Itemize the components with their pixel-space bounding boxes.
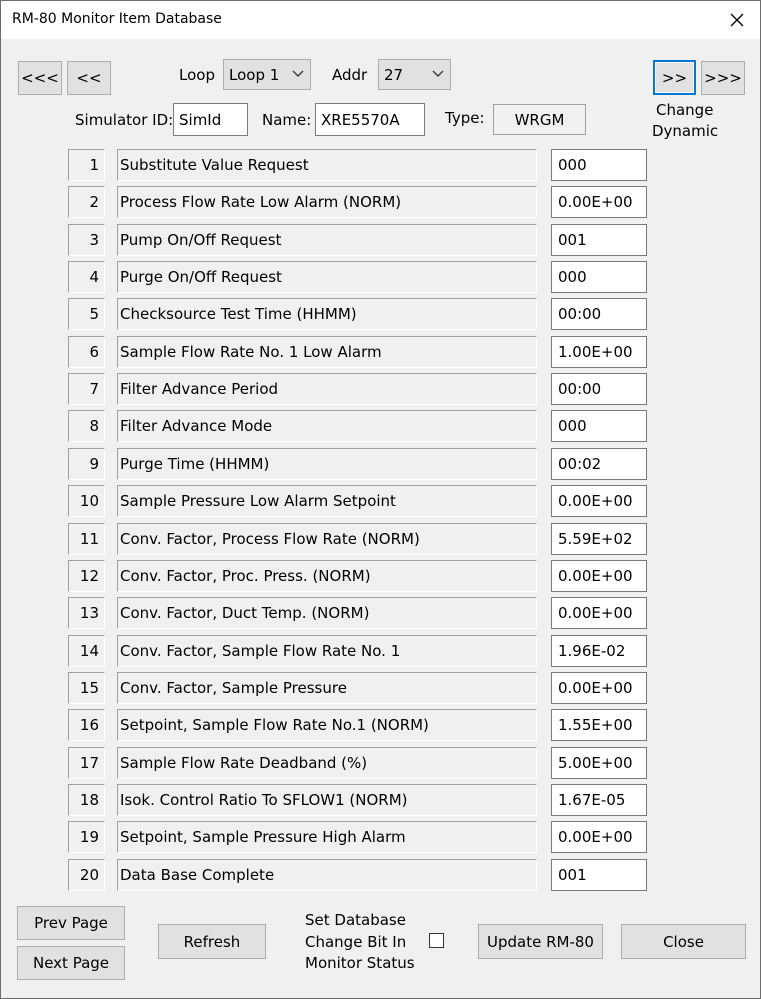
item-description: Pump On/Off Request (117, 224, 537, 256)
item-row (68, 261, 648, 294)
change-dynamic-line1: Change (656, 101, 714, 119)
item-description: Conv. Factor, Sample Flow Rate No. 1 (117, 635, 537, 667)
item-description: Sample Pressure Low Alarm Setpoint (117, 485, 537, 517)
item-row (68, 597, 648, 630)
item-description: Sample Flow Rate No. 1 Low Alarm (117, 336, 537, 368)
item-value-field[interactable]: 5.59E+02 (551, 523, 647, 555)
item-number: 6 (68, 336, 105, 368)
item-number: 13 (68, 597, 105, 629)
chevron-down-icon (292, 67, 304, 79)
item-row (68, 859, 648, 892)
item-description: Conv. Factor, Proc. Press. (NORM) (117, 560, 537, 592)
item-value-field[interactable]: 00:00 (551, 298, 647, 330)
item-description: Filter Advance Period (117, 373, 537, 405)
item-value-field[interactable]: 0.00E+00 (551, 672, 647, 704)
close-icon (730, 13, 744, 27)
item-value-field[interactable]: 000 (551, 410, 647, 442)
item-value-field[interactable]: 1.55E+00 (551, 709, 647, 741)
item-description: Sample Flow Rate Deadband (%) (117, 747, 537, 779)
addr-select[interactable] (378, 59, 451, 90)
item-description: Data Base Complete (117, 859, 537, 891)
set-database-line3: Monitor Status (305, 954, 415, 972)
item-value-field[interactable]: 5.00E+00 (551, 747, 647, 779)
item-description: Purge Time (HHMM) (117, 448, 537, 480)
chevron-down-icon (432, 67, 444, 79)
item-description: Isok. Control Ratio To SFLOW1 (NORM) (117, 784, 537, 816)
item-value-field[interactable]: 000 (551, 261, 647, 293)
item-row (68, 298, 648, 331)
change-dynamic-line2: Dynamic (652, 122, 719, 140)
item-value-field[interactable]: 000 (551, 149, 647, 181)
item-number: 20 (68, 859, 105, 891)
item-description: Conv. Factor, Process Flow Rate (NORM) (117, 523, 537, 555)
item-value-field[interactable]: 0.00E+00 (551, 821, 647, 853)
item-number: 14 (68, 635, 105, 667)
item-value-field[interactable]: 0.00E+00 (551, 186, 647, 218)
item-row (68, 635, 648, 668)
item-row (68, 747, 648, 780)
item-number: 4 (68, 261, 105, 293)
simulator-id-field[interactable]: SimId (173, 103, 248, 136)
update-rm80-button[interactable]: Update RM-80 (478, 924, 603, 959)
last-button[interactable]: >>> (701, 61, 745, 95)
item-description: Purge On/Off Request (117, 261, 537, 293)
item-value-field[interactable]: 001 (551, 224, 647, 256)
item-row (68, 709, 648, 742)
item-row (68, 373, 648, 406)
prev-page-button[interactable]: Prev Page (17, 906, 125, 940)
item-description: Conv. Factor, Duct Temp. (NORM) (117, 597, 537, 629)
next-button[interactable]: >> (653, 60, 696, 95)
item-row (68, 149, 648, 182)
close-window-icon[interactable] (714, 1, 760, 39)
item-number: 9 (68, 448, 105, 480)
next-page-button[interactable]: Next Page (17, 946, 125, 980)
item-row (68, 410, 648, 443)
item-number: 3 (68, 224, 105, 256)
item-number: 12 (68, 560, 105, 592)
item-number: 11 (68, 523, 105, 555)
close-button[interactable]: Close (621, 924, 746, 959)
previous-button[interactable]: << (67, 61, 111, 95)
first-button[interactable]: <<< (18, 61, 62, 95)
item-row (68, 224, 648, 257)
item-number: 16 (68, 709, 105, 741)
item-description: Filter Advance Mode (117, 410, 537, 442)
type-label: Type: (445, 109, 485, 127)
item-row (68, 784, 648, 817)
set-database-line2: Change Bit In (305, 933, 407, 951)
item-row (68, 560, 648, 593)
item-value-field[interactable]: 1.67E-05 (551, 784, 647, 816)
loop-select[interactable] (223, 59, 311, 90)
item-description: Setpoint, Sample Flow Rate No.1 (NORM) (117, 709, 537, 741)
item-value-field[interactable]: 1.00E+00 (551, 336, 647, 368)
item-number: 17 (68, 747, 105, 779)
item-description: Setpoint, Sample Pressure High Alarm (117, 821, 537, 853)
item-row (68, 336, 648, 369)
item-number: 5 (68, 298, 105, 330)
window-title: RM-80 Monitor Item Database (12, 11, 222, 27)
item-row (68, 448, 648, 481)
item-number: 19 (68, 821, 105, 853)
item-description: Process Flow Rate Low Alarm (NORM) (117, 186, 537, 218)
item-row (68, 186, 648, 219)
item-number: 2 (68, 186, 105, 218)
item-row (68, 485, 648, 518)
item-value-field[interactable]: 0.00E+00 (551, 560, 647, 592)
type-value: WRGM (493, 104, 586, 135)
item-description: Checksource Test Time (HHMM) (117, 298, 537, 330)
refresh-button[interactable]: Refresh (158, 924, 266, 959)
item-row (68, 523, 648, 556)
loop-select-value: Loop 1 (229, 65, 280, 84)
set-database-line1: Set Database (305, 911, 406, 929)
item-number: 10 (68, 485, 105, 517)
item-value-field[interactable]: 001 (551, 859, 647, 891)
addr-label: Addr (332, 66, 368, 84)
item-value-field[interactable]: 0.00E+00 (551, 485, 647, 517)
item-row (68, 821, 648, 854)
item-value-field[interactable]: 00:02 (551, 448, 647, 480)
title-bar (1, 1, 760, 39)
set-database-checkbox[interactable] (429, 933, 444, 948)
item-number: 8 (68, 410, 105, 442)
item-row (68, 672, 648, 705)
item-number: 1 (68, 149, 105, 181)
loop-label: Loop (179, 66, 215, 84)
item-description: Substitute Value Request (117, 149, 537, 181)
item-value-field[interactable]: 1.96E-02 (551, 635, 647, 667)
simulator-id-label: Simulator ID: (75, 111, 174, 129)
item-description: Conv. Factor, Sample Pressure (117, 672, 537, 704)
item-value-field[interactable]: 0.00E+00 (551, 597, 647, 629)
name-field[interactable]: XRE5570A (315, 103, 425, 136)
item-value-field[interactable]: 00:00 (551, 373, 647, 405)
item-number: 18 (68, 784, 105, 816)
item-number: 7 (68, 373, 105, 405)
addr-select-value: 27 (384, 65, 404, 84)
item-number: 15 (68, 672, 105, 704)
name-label: Name: (262, 111, 312, 129)
